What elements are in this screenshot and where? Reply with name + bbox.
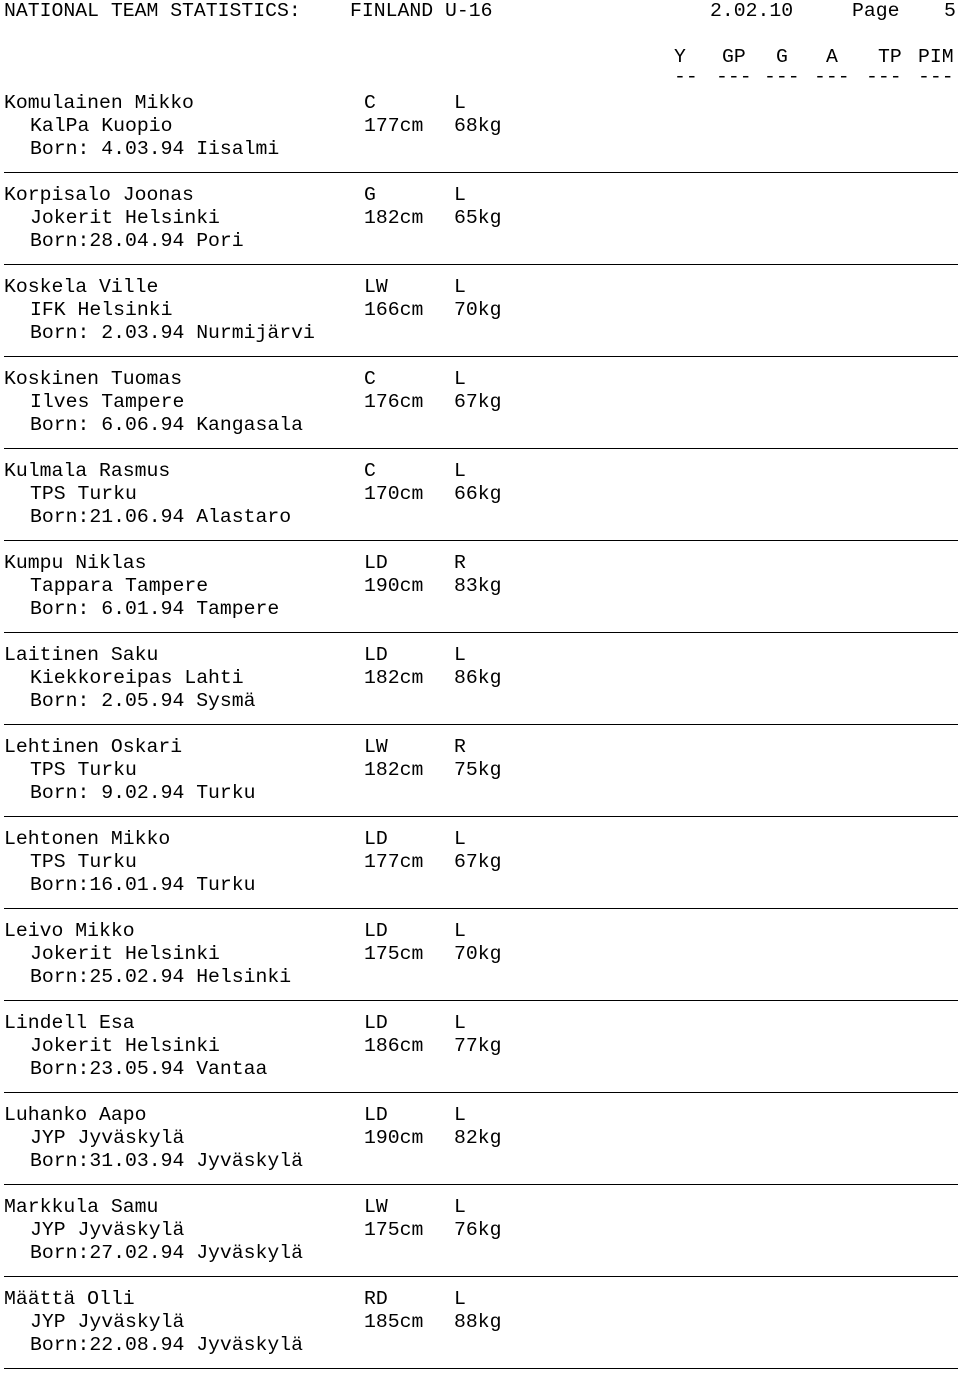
separator-line — [4, 448, 958, 449]
player-club: TPS Turku — [30, 851, 137, 873]
player-hand: L — [454, 276, 466, 298]
separator-line — [4, 908, 958, 909]
player-born: Born: 4.03.94 Iisalmi — [30, 138, 280, 160]
player-position: LD — [364, 920, 388, 942]
player-position: C — [364, 92, 376, 114]
player-height: 190cm — [364, 575, 424, 597]
player-hand: L — [454, 644, 466, 666]
player-club: Kiekkoreipas Lahti — [30, 667, 244, 689]
player-born: Born:23.05.94 Vantaa — [30, 1058, 268, 1080]
player-name: Lehtonen Mikko — [4, 828, 171, 850]
separator-line — [4, 356, 958, 357]
player-height: 190cm — [364, 1127, 424, 1149]
player-born: Born: 6.06.94 Kangasala — [30, 414, 304, 436]
report-title: NATIONAL TEAM STATISTICS: — [4, 0, 301, 22]
player-club: Tappara Tampere — [30, 575, 209, 597]
player-name: Markkula Samu — [4, 1196, 159, 1218]
player-weight: 70kg — [454, 943, 502, 965]
player-position: LW — [364, 1196, 388, 1218]
player-club: Jokerit Helsinki — [30, 1035, 220, 1057]
col-underline: --- — [866, 66, 902, 88]
player-position: LD — [364, 1012, 388, 1034]
player-hand: L — [454, 92, 466, 114]
col-a: A — [826, 46, 838, 68]
player-born: Born:22.08.94 Jyväskylä — [30, 1334, 304, 1356]
player-born: Born:27.02.94 Jyväskylä — [30, 1242, 304, 1264]
separator-line — [4, 1368, 958, 1369]
col-underline: --- — [814, 66, 850, 88]
player-hand: R — [454, 736, 466, 758]
col-underline: --- — [716, 66, 752, 88]
player-height: 166cm — [364, 299, 424, 321]
col-underline: --- — [764, 66, 800, 88]
player-born: Born:31.03.94 Jyväskylä — [30, 1150, 304, 1172]
page-header — [0, 0, 956, 23]
player-hand: L — [454, 1196, 466, 1218]
player-hand: L — [454, 1012, 466, 1034]
player-height: 182cm — [364, 759, 424, 781]
player-height: 170cm — [364, 483, 424, 505]
player-weight: 67kg — [454, 391, 502, 413]
player-height: 182cm — [364, 207, 424, 229]
player-name: Määttä Olli — [4, 1288, 135, 1310]
player-hand: L — [454, 460, 466, 482]
player-name: Kumpu Niklas — [4, 552, 147, 574]
player-hand: L — [454, 1104, 466, 1126]
player-club: JYP Jyväskylä — [30, 1127, 185, 1149]
report-date: 2.02.10 — [710, 0, 794, 22]
player-born: Born:16.01.94 Turku — [30, 874, 256, 896]
player-weight: 68kg — [454, 115, 502, 137]
page-label: Page — [852, 0, 900, 22]
player-hand: L — [454, 1288, 466, 1310]
separator-line — [4, 172, 958, 173]
player-position: LW — [364, 276, 388, 298]
col-pim: PIM — [918, 46, 954, 68]
player-name: Laitinen Saku — [4, 644, 159, 666]
player-born: Born:25.02.94 Helsinki — [30, 966, 292, 988]
player-club: Ilves Tampere — [30, 391, 185, 413]
player-weight: 83kg — [454, 575, 502, 597]
player-name: Kulmala Rasmus — [4, 460, 171, 482]
player-position: LD — [364, 644, 388, 666]
player-name: Koskela Ville — [4, 276, 159, 298]
player-position: RD — [364, 1288, 388, 1310]
player-hand: R — [454, 552, 466, 574]
player-weight: 77kg — [454, 1035, 502, 1057]
player-weight: 67kg — [454, 851, 502, 873]
player-hand: L — [454, 368, 466, 390]
player-position: C — [364, 368, 376, 390]
player-weight: 88kg — [454, 1311, 502, 1333]
player-hand: L — [454, 920, 466, 942]
player-position: LW — [364, 736, 388, 758]
player-height: 177cm — [364, 115, 424, 137]
col-y: Y — [674, 46, 686, 68]
player-height: 177cm — [364, 851, 424, 873]
player-weight: 65kg — [454, 207, 502, 229]
player-name: Luhanko Aapo — [4, 1104, 147, 1126]
separator-line — [4, 1276, 958, 1277]
player-height: 176cm — [364, 391, 424, 413]
player-weight: 76kg — [454, 1219, 502, 1241]
player-weight: 82kg — [454, 1127, 502, 1149]
col-gp: GP — [722, 46, 746, 68]
player-club: JYP Jyväskylä — [30, 1311, 185, 1333]
player-weight: 86kg — [454, 667, 502, 689]
player-born: Born:28.04.94 Pori — [30, 230, 244, 252]
player-name: Lindell Esa — [4, 1012, 135, 1034]
player-position: LD — [364, 1104, 388, 1126]
separator-line — [4, 264, 958, 265]
player-name: Korpisalo Joonas — [4, 184, 194, 206]
player-height: 175cm — [364, 1219, 424, 1241]
player-born: Born:21.06.94 Alastaro — [30, 506, 292, 528]
col-tp: TP — [878, 46, 902, 68]
player-hand: L — [454, 828, 466, 850]
player-club: KalPa Kuopio — [30, 115, 173, 137]
player-born: Born: 2.03.94 Nurmijärvi — [30, 322, 315, 344]
col-underline: -- — [674, 66, 698, 88]
player-club: Jokerit Helsinki — [30, 207, 220, 229]
player-born: Born: 6.01.94 Tampere — [30, 598, 280, 620]
player-club: Jokerit Helsinki — [30, 943, 220, 965]
separator-line — [4, 632, 958, 633]
player-name: Leivo Mikko — [4, 920, 135, 942]
separator-line — [4, 816, 958, 817]
player-height: 175cm — [364, 943, 424, 965]
player-height: 182cm — [364, 667, 424, 689]
player-position: C — [364, 460, 376, 482]
separator-line — [4, 1000, 958, 1001]
player-club: JYP Jyväskylä — [30, 1219, 185, 1241]
player-height: 186cm — [364, 1035, 424, 1057]
player-weight: 66kg — [454, 483, 502, 505]
player-position: LD — [364, 828, 388, 850]
player-born: Born: 9.02.94 Turku — [30, 782, 256, 804]
separator-line — [4, 724, 958, 725]
separator-line — [4, 540, 958, 541]
player-position: LD — [364, 552, 388, 574]
separator-line — [4, 1092, 958, 1093]
player-club: TPS Turku — [30, 483, 137, 505]
player-club: IFK Helsinki — [30, 299, 173, 321]
player-born: Born: 2.05.94 Sysmä — [30, 690, 256, 712]
page-number: 5 — [944, 0, 956, 22]
player-height: 185cm — [364, 1311, 424, 1333]
player-club: TPS Turku — [30, 759, 137, 781]
player-name: Lehtinen Oskari — [4, 736, 183, 758]
player-name: Komulainen Mikko — [4, 92, 194, 114]
player-name: Koskinen Tuomas — [4, 368, 183, 390]
col-g: G — [776, 46, 788, 68]
separator-line — [4, 1184, 958, 1185]
player-position: G — [364, 184, 376, 206]
player-weight: 70kg — [454, 299, 502, 321]
col-underline: --- — [918, 66, 954, 88]
team-name: FINLAND U-16 — [350, 0, 493, 22]
player-weight: 75kg — [454, 759, 502, 781]
column-underline — [0, 66, 954, 89]
player-hand: L — [454, 184, 466, 206]
